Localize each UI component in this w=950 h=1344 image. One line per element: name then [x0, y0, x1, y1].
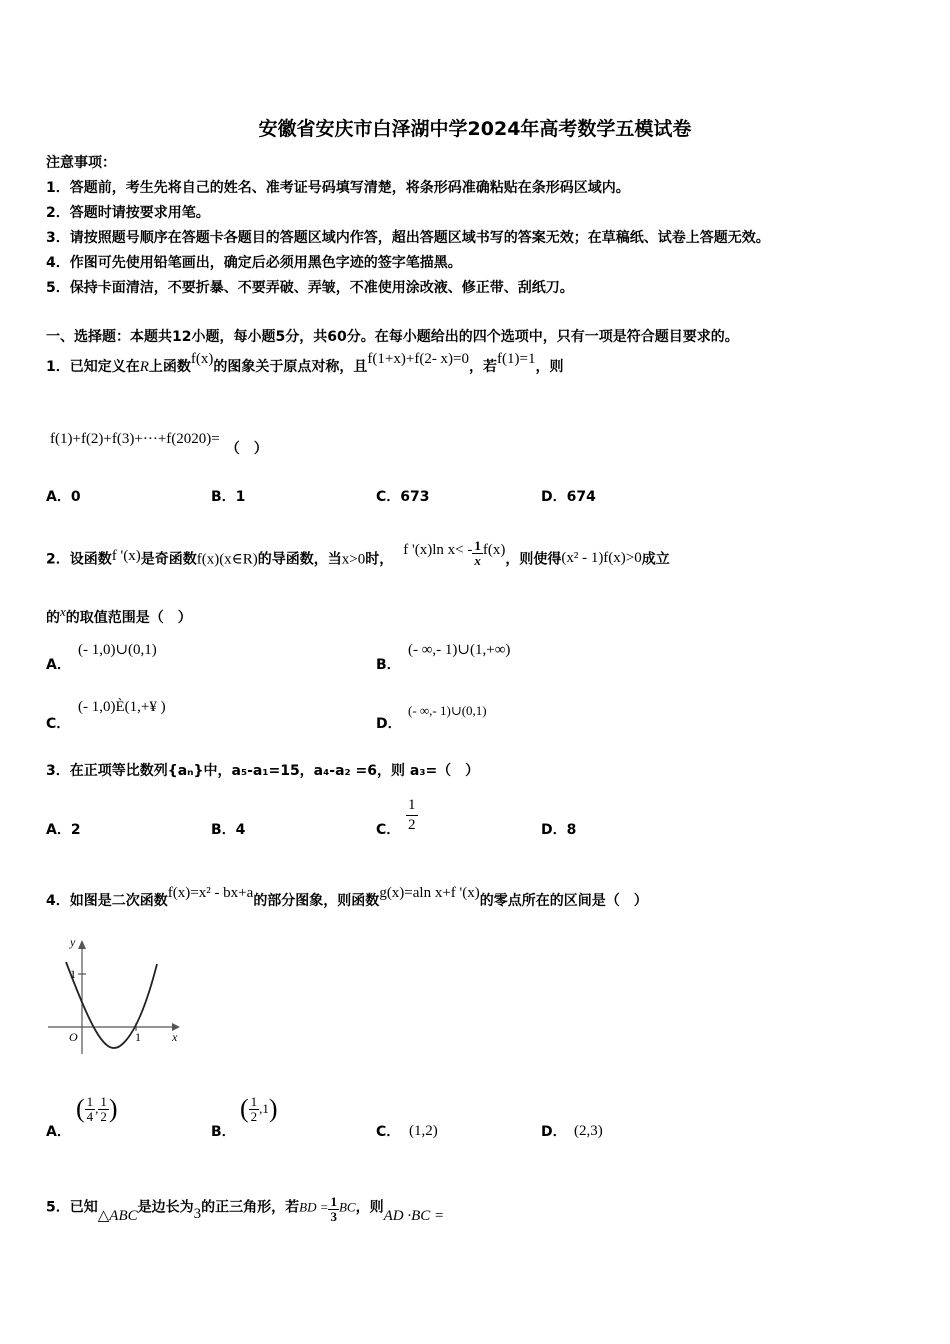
math-expression: f(x): [190, 351, 214, 367]
option-b: (- ∞,- 1)∪(1,+∞): [408, 642, 511, 658]
question-text: 时，: [365, 551, 394, 568]
math-expression: AD ·BC =: [383, 1207, 445, 1224]
option-a: A．2: [46, 822, 81, 838]
option-a-label: A．: [46, 657, 71, 673]
math-fraction: [85, 1093, 99, 1124]
question-2: [46, 538, 670, 574]
notes-heading: 注意事项：: [46, 155, 116, 171]
notes-item: 5．保持卡面清洁，不要折暴、不要弄破、弄皱，不准使用涂改液、修正带、刮纸刀。: [46, 280, 574, 296]
fraction-numerator: 1: [474, 538, 481, 553]
notes-item: 3．请按照题号顺序在答题卡各题目的答题区域内作答，超出答题区域书写的答案无效；在草稿纸、试卷上答题无效。: [46, 230, 770, 246]
option-c: [406, 796, 418, 835]
math-expression: f(x): [482, 541, 506, 558]
question-text: 的导函数，当: [257, 551, 342, 568]
question-text: ，则: [535, 359, 564, 375]
option-b: [240, 1094, 278, 1124]
question-text: 成立: [641, 551, 670, 568]
question-text: 4．如图是二次函数: [46, 893, 168, 909]
fraction-numerator: 1: [100, 1093, 107, 1109]
option-d: D．8: [541, 822, 577, 838]
parabola-graph: [44, 932, 184, 1057]
question-text: 的图象关于原点对称，且: [213, 359, 368, 375]
fraction-denominator: 2: [408, 817, 416, 833]
question-text: 是边长为: [137, 1199, 194, 1216]
option-d-label: D．: [376, 716, 402, 732]
math-fraction: [249, 1095, 260, 1124]
math-expression: BD =: [299, 1199, 329, 1215]
math-expression: f(x)=x² - bx+a: [167, 885, 254, 901]
question-2-cont: [46, 604, 192, 627]
option-b: B．1: [211, 489, 246, 505]
question-4: [46, 885, 648, 910]
question-text: ，若: [469, 359, 498, 375]
option-b-label: B．: [376, 657, 401, 673]
question-text: 的部分图象，则函数: [253, 893, 380, 909]
question-text: ，则使得: [505, 551, 562, 568]
math-fraction: [98, 1095, 109, 1124]
fraction-denominator: 2: [250, 1108, 258, 1124]
left-paren: (: [240, 1094, 249, 1123]
parabola-curve: [66, 962, 157, 1048]
math-expression: f(x)(x∈R): [196, 551, 258, 568]
question-text: 的正三角形，若: [201, 1199, 300, 1216]
math-expression: f(1)+f(2)+f(3)+···+f(2020)=: [50, 431, 220, 447]
math-fraction: [406, 796, 418, 835]
question-1: [46, 351, 564, 376]
fraction-denominator: 2: [100, 1108, 107, 1124]
option-c: (1,2): [409, 1123, 438, 1139]
y-axis-arrow: [78, 940, 86, 949]
option-d: (- ∞,- 1)∪(0,1): [408, 703, 487, 718]
math-expression: (x² - 1)f(x)>0: [561, 549, 642, 566]
right-paren: ): [268, 1094, 278, 1123]
comma: ,: [95, 1101, 99, 1116]
math-fraction: [328, 1195, 339, 1224]
left-paren: (: [76, 1094, 85, 1123]
fraction-denominator: x: [474, 553, 481, 568]
right-paren: ): [108, 1094, 118, 1123]
page-title: 安徽省安庆市白泽湖中学2024年高考数学五模试卷: [258, 118, 692, 140]
question-text: ，则: [355, 1199, 384, 1216]
y-axis-label: y: [70, 935, 76, 949]
math-expression: 3: [193, 1205, 202, 1222]
math-expression: f(1+x)+f(2- x)=0: [367, 351, 470, 367]
fraction-numerator: 1: [330, 1194, 337, 1209]
option-b-label: B．: [211, 1124, 236, 1140]
option-c: C．673: [376, 489, 430, 505]
math-expression: x>0: [341, 551, 366, 568]
math-expression: ,1: [259, 1101, 269, 1116]
question-text: 2．设函数: [46, 551, 112, 568]
answer-blank: （ ）: [225, 441, 268, 457]
option-b: B．4: [211, 822, 246, 838]
notes-item: 4．作图可先使用铅笔画出，确定后必须用黑色字迹的签字笔描黑。: [46, 255, 462, 271]
fraction-numerator: 1: [250, 1093, 258, 1109]
option-d: D．674: [541, 489, 596, 505]
x-axis-label: x: [172, 1030, 178, 1044]
notes-item: 2．答题时请按要求用笔。: [46, 205, 210, 221]
option-c-label: C．: [376, 1124, 401, 1140]
question-1-sum: [50, 428, 268, 457]
question-3: 3．在正项等比数列{aₙ}中，a₅-a₁=15，a₄-a₂ =6，则 a₃=（ ）: [46, 763, 480, 779]
option-a: (- 1,0)∪(0,1): [78, 642, 157, 658]
math-expression: R: [139, 359, 149, 375]
option-a: A．0: [46, 489, 81, 505]
origin-label: O: [69, 1030, 78, 1044]
math-expression: f(1)=1: [497, 351, 536, 367]
math-expression: △ABC: [97, 1207, 138, 1224]
option-c-label: C．: [376, 822, 401, 838]
math-expression: f '(x)ln x< -: [403, 541, 473, 558]
question-text: 上函数: [148, 359, 191, 375]
question-text: 的取值范围是（ ）: [65, 610, 192, 626]
fraction-denominator: 3: [330, 1209, 337, 1224]
option-d-label: D．: [541, 1124, 567, 1140]
math-expression: BC: [338, 1199, 356, 1215]
section-heading: 一、选择题：本题共12小题，每小题5分，共60分。在每小题给出的四个选项中，只有一项是符合题目要求的。: [46, 329, 739, 345]
option-c-label: C．: [46, 716, 71, 732]
question-text: 是奇函数: [140, 551, 197, 568]
question-text: 的: [46, 610, 60, 626]
x-tick-label: 1: [135, 1030, 141, 1044]
option-c: (- 1,0)È(1,+¥ ): [78, 699, 166, 715]
math-fraction: [472, 539, 483, 568]
y-tick-label: 1: [70, 967, 76, 981]
question-text: 的零点所在的区间是（ ）: [479, 893, 648, 909]
option-d: (2,3): [574, 1123, 603, 1139]
notes-item: 1．答题前，考生先将自己的姓名、准考证号码填写清楚，将条形码准确粘贴在条形码区域内。: [46, 180, 630, 196]
question-5: [46, 1193, 444, 1222]
option-a-label: A．: [46, 1124, 71, 1140]
question-text: 1．已知定义在: [46, 359, 140, 375]
question-text: 5．已知: [46, 1199, 98, 1216]
fraction-numerator: 1: [86, 1093, 94, 1109]
math-expression: f '(x): [111, 547, 141, 564]
fraction-numerator: 1: [406, 796, 418, 816]
option-a: [76, 1094, 118, 1124]
fraction-denominator: 4: [86, 1108, 94, 1124]
math-expression: g(x)=aln x+f '(x): [379, 885, 480, 901]
math-expression: x: [60, 604, 66, 619]
